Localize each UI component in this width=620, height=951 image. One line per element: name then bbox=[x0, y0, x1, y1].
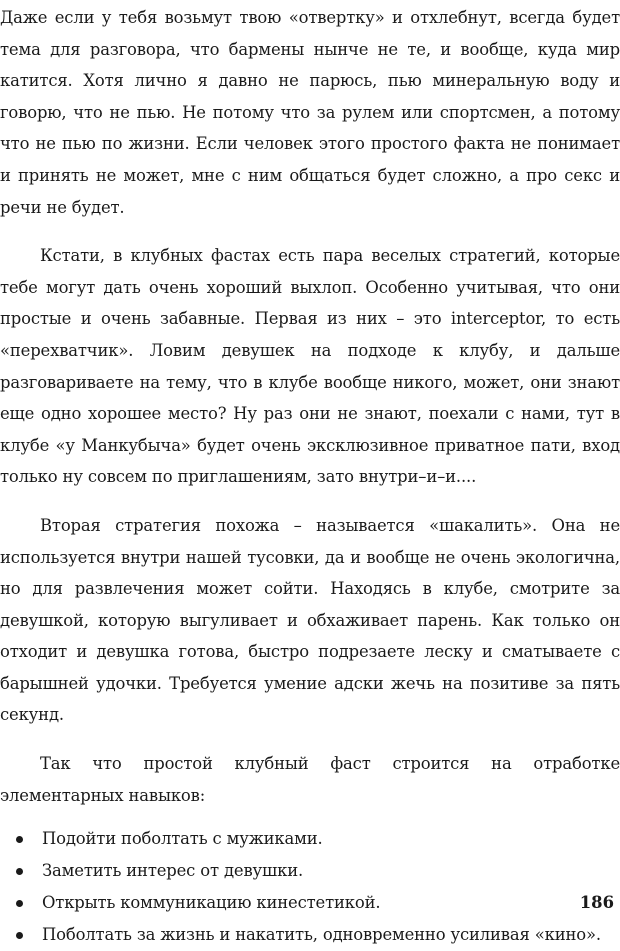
list-item bbox=[0, 919, 620, 951]
paragraph-3: Вторая стратегия похожа – называется «шакалить». Она не используется внутри нашей тусовки, да и вообще не очень экологична, но для развлечения может сойти. Находясь в клубе, смотрите за девушкой, которую выгуливает и обхаживает парень. Как только он отходит и девушка готова, быстро подрезаете леску и сматываете с барышней удочки. Требуется умение адски жечь на позитиве за пять секунд. bbox=[0, 515, 620, 725]
list-item-text: Подойти поболтать с мужиками. bbox=[42, 829, 323, 849]
bullet-list bbox=[0, 823, 620, 951]
paragraph-1: Даже если у тебя возьмут твою «отвертку» и отхлебнут, всегда будет тема для разговора, что бармены нынче не те, и вообще, куда мир катится. Хотя лично я давно не парюсь, пью минеральную воду и говорю, что не пью. Не потому что за рулем или спортсмен, а потому что не пью по жизни. Если человек этого простого факта не понимает и принять не может, мне с ним общаться будет сложно, а про секс и речи не будет. bbox=[0, 8, 620, 217]
list-item-text: Открыть коммуникацию кинестетикой. bbox=[42, 893, 381, 913]
bullet-icon bbox=[16, 932, 23, 939]
bullet-icon bbox=[16, 868, 23, 875]
list-item bbox=[0, 887, 620, 919]
list-item bbox=[0, 823, 620, 855]
bullet-icon bbox=[16, 836, 23, 843]
list-item bbox=[0, 855, 620, 887]
page-number: 186 bbox=[579, 893, 614, 912]
list-item-text: Заметить интерес от девушки. bbox=[42, 861, 304, 881]
paragraph-2: Кстати, в клубных фастах есть пара веселых стратегий, которые тебе могут дать очень хороший выхлоп. Особенно учитывая, что они простые и очень забавные. Первая из них – это interceptor, то есть «перехватчик». Ловим девушек на подходе к клубу, и дальше разговариваете на тему, что в клубе вообще никого, может, они знают еще одно хорошее место? Ну раз они не знают, поехали с нами, тут в клубе «у Манкубыча» будет очень эксклюзивное приватное пати, вход только ну совсем по приглашениям, зато внутри–и–и.... bbox=[0, 246, 620, 487]
list-item-text: Поболтать за жизнь и накатить, одновременно усиливая «кино». bbox=[42, 925, 601, 945]
paragraph-4: Так что простой клубный фаст строится на отработке элементарных навыков: bbox=[0, 754, 620, 805]
bullet-icon bbox=[16, 900, 23, 907]
